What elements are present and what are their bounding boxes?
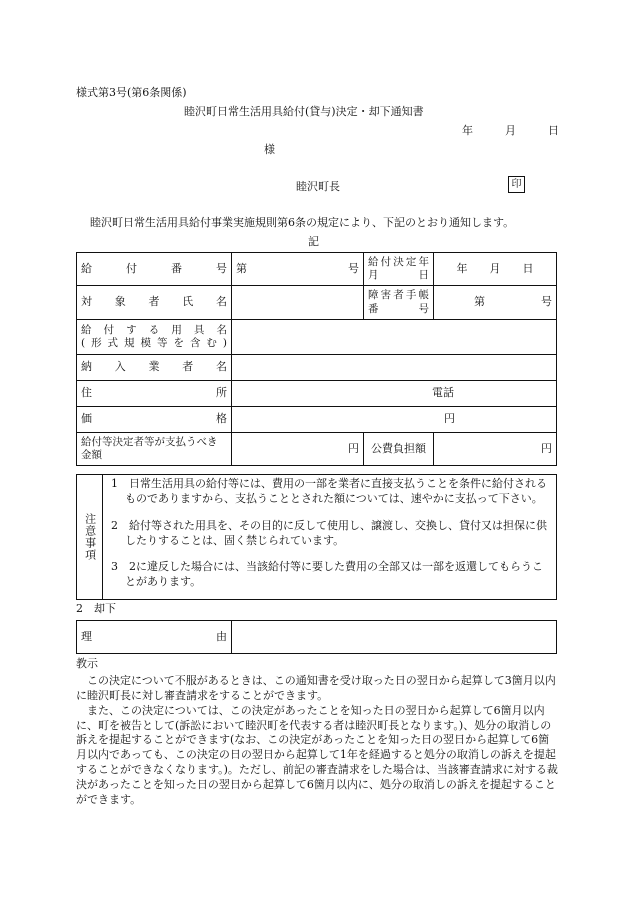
yogu-label-line1: 給付する用具名	[81, 323, 227, 336]
jusho-field[interactable]: 電話	[232, 381, 557, 407]
reason-field[interactable]	[232, 621, 557, 654]
shiharai-field[interactable]: 円	[232, 433, 364, 466]
taisho-field[interactable]	[232, 286, 364, 320]
kettei-date-field[interactable]: 年 月 日	[434, 253, 557, 286]
shiharai-label: 給付等決定者等が支払うべき金額	[77, 433, 232, 466]
kyoji-paragraph-1: この決定について不服があるときは、この通知書を受け取った日の翌日から起算して3箇月以内に睦沢町長に対し審査請求をすることができます。	[76, 674, 556, 702]
date-month: 月	[505, 124, 516, 137]
note-item-2: 2 給付等された用具を、その目的に反して使用し、譲渡し、交換し、貸付又は担保に供したりすることは、固く禁じられています。	[111, 518, 547, 547]
issuer-name: 睦沢町長	[296, 180, 340, 193]
kakaku-field[interactable]: 円	[232, 407, 557, 433]
notes-label: 注意事項	[77, 475, 103, 600]
form-number: 様式第3号(第6条関係)	[76, 86, 187, 99]
yogu-field[interactable]	[232, 320, 557, 355]
decision-table	[76, 252, 557, 466]
techo-field[interactable]	[434, 286, 557, 320]
kyufu-bango-field[interactable]	[232, 253, 364, 286]
yogu-label-line2: (形式規模等を含む)	[81, 337, 227, 349]
kyufu-bango-suffix: 号	[348, 261, 359, 275]
jusho-label: 住所	[77, 381, 232, 407]
kyufu-bango-prefix: 第	[236, 261, 247, 275]
reason-label: 理由	[77, 621, 232, 654]
kohi-label: 公費負担額	[364, 433, 434, 466]
addressee-suffix: 様	[264, 143, 275, 156]
rejection-table	[76, 620, 557, 654]
techo-suffix: 号	[541, 295, 552, 309]
kakaku-label: 価格	[77, 407, 232, 433]
gyosha-label: 納入業者名	[77, 355, 232, 381]
issue-date	[462, 124, 559, 138]
date-day: 日	[548, 124, 559, 137]
notes-body	[103, 475, 557, 600]
document-title: 睦沢町日常生活用具給付(貸与)決定・却下通知書	[184, 105, 424, 118]
notes-table	[76, 474, 557, 600]
seal-mark: 印	[508, 176, 525, 193]
kyoji-body	[76, 674, 559, 808]
techo-label: 障害者手帳番号	[364, 286, 434, 320]
kettei-date-label: 給付決定年月日	[364, 253, 434, 286]
kyoji-paragraph-2: また、この決定については、この決定があったことを知った日の翌日から起算して6箇月以内に、町を被告として(訴訟において睦沢町を代表する者は睦沢町長となります。)、処分の取消しの訴えを提起することができます(なお、この決定があったことを知った日の翌日から起算して6箇月以内であっても、この決定の日の翌日から起算して1年を経過すると処分の取消しの訴えを提起することができなくなります。)。ただし、前記の審査請求をした場合は、当該審査請求に対する裁決があったことを知った日の翌日から起算して6箇月以内に、処分の取消しの訴えを提起することができます。	[76, 703, 558, 806]
taisho-label: 対象者氏名	[77, 286, 232, 320]
kyufu-bango-label: 給付番号	[77, 253, 232, 286]
note-item-1: 1 日常生活用具の給付等には、費用の一部を業者に直接支払うことを条件に給付されるものでありますから、支払うこととされた額については、速やかに支払って下さい。	[111, 477, 547, 505]
kohi-field[interactable]: 円	[434, 433, 557, 466]
note-item-3: 3 2に違反した場合には、当該給付等に要した費用の全部又は一部を返還してもらうことがあります。	[111, 560, 543, 589]
ki-marker: 記	[308, 235, 319, 248]
techo-prefix: 第	[474, 295, 485, 309]
rejection-section-label: 2 却下	[76, 602, 116, 615]
yogu-label	[77, 320, 232, 355]
kyoji-heading: 教示	[76, 657, 98, 670]
intro-text: 睦沢町日常生活用具給付事業実施規則第6条の規定により、下記のとおり通知します。	[90, 216, 515, 229]
gyosha-field[interactable]	[232, 355, 557, 381]
date-year: 年	[462, 124, 473, 137]
